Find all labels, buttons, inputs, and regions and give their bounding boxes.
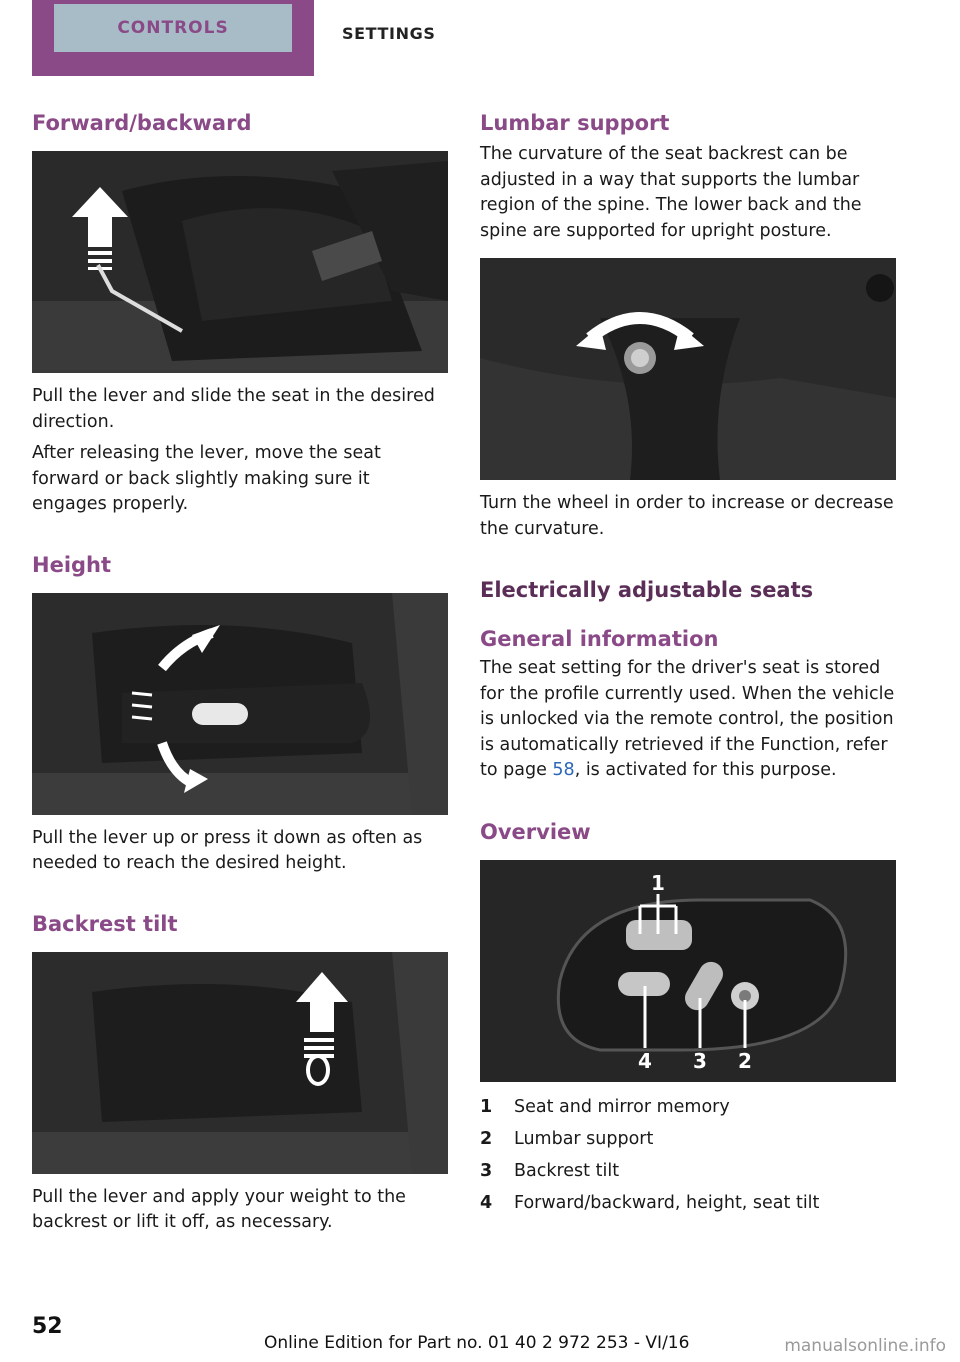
overview-legend: [480, 1091, 896, 1219]
left-column: [32, 108, 448, 1236]
heading-overview: Overview: [480, 819, 591, 844]
lumbar-paragraph-1: The curvature of the seat backrest can be adjusted in a way that supports the lumbar region of the spine. The lower back and the spine are supported for upright posture.: [480, 144, 862, 241]
tab-controls[interactable]: [32, 0, 314, 76]
callout-4: 4: [638, 1048, 652, 1073]
seat-forward-backward-image: [32, 151, 448, 373]
heading-lumbar-support: Lumbar support: [480, 111, 670, 135]
callout-3: 3: [693, 1048, 707, 1073]
seat-backrest-image: [32, 952, 448, 1174]
backrest-paragraph: Pull the lever and apply your weight to the backrest or lift it off, as necessary.: [32, 1186, 406, 1232]
watermark: manualsonline.info: [784, 1336, 946, 1356]
lumbar-paragraph-2: Turn the wheel in order to increase or decrease the curvature.: [480, 493, 894, 539]
page-reference-link[interactable]: 58: [552, 760, 575, 780]
general-paragraph: The seat setting for the driver's seat is stored for the profile currently used. When the vehicle is unlocked via the remote control, the position is automatically retrieved if the Function, refer to page 58, is activated for this purpose.: [480, 658, 895, 780]
forward-paragraph-1: Pull the lever and slide the seat in the desired direction.: [32, 386, 435, 432]
heading-electric-seats: Electrically adjustable seats: [480, 578, 814, 602]
heading-backrest-tilt: Backrest tilt: [32, 911, 178, 936]
page-number: 52: [32, 1314, 63, 1339]
edition-footer: Online Edition for Part no. 01 40 2 972 253 - VI/16: [264, 1333, 690, 1353]
legend-item: 3 Backrest tilt: [480, 1160, 620, 1181]
legend-item: 1 Seat and mirror memory: [480, 1096, 730, 1117]
forward-paragraph-2: After releasing the lever, move the seat forward or back slightly making sure it engages properly.: [32, 443, 381, 514]
tab-controls-label: CONTROLS: [54, 4, 292, 52]
right-column: [480, 108, 896, 1219]
tab-settings[interactable]: SETTINGS: [342, 24, 436, 43]
height-paragraph: Pull the lever up or press it down as often as needed to reach the desired height.: [32, 827, 423, 873]
heading-general-information: General information: [480, 627, 719, 651]
legend-item: 4 Forward/backward, height, seat tilt: [480, 1192, 820, 1213]
heading-height: Height: [32, 552, 112, 577]
seat-controls-overview-image: [480, 860, 896, 1082]
lumbar-support-image: [480, 258, 896, 480]
seat-height-image: [32, 593, 448, 815]
heading-forward-backward: Forward/backward: [32, 111, 252, 135]
callout-2: 2: [738, 1048, 752, 1073]
callout-1: 1: [651, 870, 665, 895]
legend-item: 2 Lumbar support: [480, 1128, 654, 1149]
